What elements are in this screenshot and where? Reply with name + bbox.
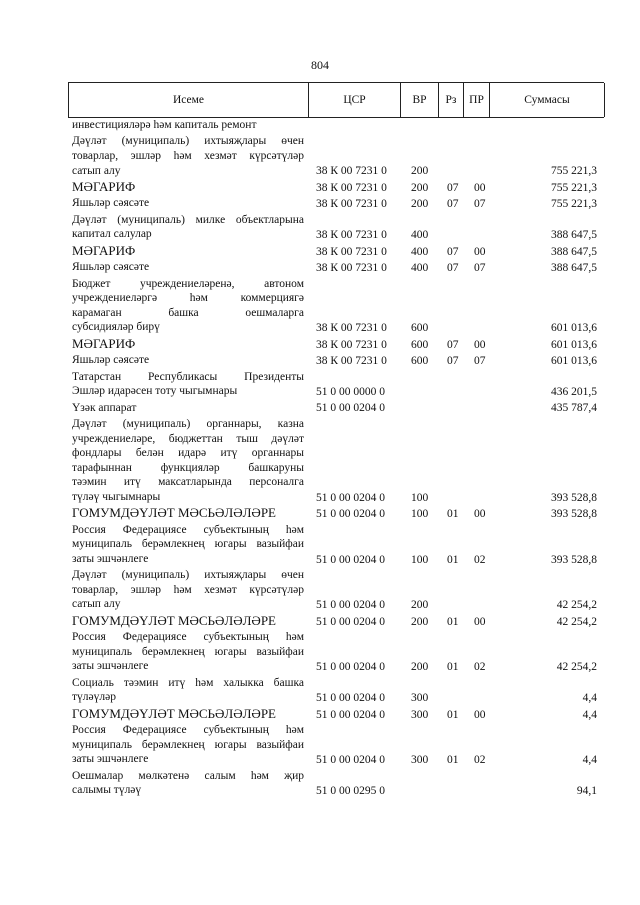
row-sum: 388 647,5 <box>551 245 597 258</box>
header-csr: ЦСР <box>309 83 401 117</box>
row-csr: 51 0 00 0204 0 <box>316 491 385 504</box>
table-row <box>0 370 640 401</box>
row-name-line: салымы түләү <box>72 784 142 797</box>
row-sum: 436 201,5 <box>551 385 597 398</box>
row-pr: 00 <box>474 245 486 258</box>
row-name <box>72 723 304 767</box>
row-csr: 51 0 00 0204 0 <box>316 692 385 705</box>
row-vr: 300 <box>411 708 429 721</box>
row-csr: 51 0 00 0204 0 <box>316 599 385 612</box>
table-row <box>0 723 640 769</box>
row-name <box>72 180 304 195</box>
row-pr: 00 <box>474 508 486 521</box>
table-row <box>0 277 640 337</box>
row-name-line: түләүләр <box>72 691 116 704</box>
row-sum: 388 647,5 <box>551 261 597 274</box>
row-vr: 100 <box>411 553 429 566</box>
row-name-line: МӘГАРИФ <box>72 336 136 351</box>
row-rz: 07 <box>447 181 459 194</box>
row-csr: 51 0 00 0204 0 <box>316 615 385 628</box>
row-name-line: тарафыннан функцияләр башкаруны <box>72 461 304 474</box>
table-row <box>0 353 640 369</box>
row-sum: 42 254,2 <box>556 599 597 612</box>
row-rz: 01 <box>447 508 459 521</box>
row-rz: 07 <box>447 198 459 211</box>
row-name <box>72 134 304 178</box>
row-name <box>72 370 304 399</box>
row-name <box>72 769 304 798</box>
row-name-line: Эшләр идарәсен тоту чыгымнары <box>72 385 238 398</box>
table-row <box>0 118 640 134</box>
row-name <box>72 244 304 259</box>
row-name-line: учреждениеләргә һәм коммерциягә <box>72 292 304 305</box>
table-row <box>0 244 640 260</box>
row-csr: 38 К 00 7231 0 <box>316 261 387 274</box>
row-name-line: Оешмалар мөлкәтенә салым һәм җир <box>72 769 304 782</box>
row-vr: 100 <box>411 491 429 504</box>
row-name-line: МӘГАРИФ <box>72 179 136 194</box>
row-vr: 400 <box>411 229 429 242</box>
row-sum: 755 221,3 <box>551 165 597 178</box>
row-name <box>72 401 304 416</box>
row-name-line: ГОМУМДӘҮЛӘТ МӘСЬӘЛӘЛӘРЕ <box>72 706 276 721</box>
row-rz: 01 <box>447 754 459 767</box>
row-name-line: түләү чыгымнары <box>72 490 161 503</box>
row-rz: 07 <box>447 261 459 274</box>
row-csr: 38 К 00 7231 0 <box>316 354 387 367</box>
table-row <box>0 506 640 522</box>
row-rz: 01 <box>447 553 459 566</box>
table-row <box>0 614 640 630</box>
row-vr: 300 <box>411 754 429 767</box>
row-name <box>72 213 304 242</box>
row-rz: 01 <box>447 708 459 721</box>
row-name <box>72 353 304 368</box>
header-pr: ПР <box>464 83 490 117</box>
row-name <box>72 506 304 521</box>
row-sum: 393 528,8 <box>551 508 597 521</box>
row-vr: 300 <box>411 692 429 705</box>
page-number: 804 <box>311 58 329 72</box>
row-name-line: Яшьләр сәясәте <box>72 197 150 210</box>
row-name-line: муниципаль берәмлекнең югары вазыйфаи <box>72 538 304 551</box>
row-sum: 601 013,6 <box>551 338 597 351</box>
row-name-line: учреждениеләре, бюджеттан тыш дәүләт <box>72 432 304 445</box>
row-name-line: ГОМУМДӘҮЛӘТ МӘСЬӘЛӘЛӘРЕ <box>72 506 276 521</box>
row-csr: 38 К 00 7231 0 <box>316 245 387 258</box>
header-vr: ВР <box>401 83 439 117</box>
row-rz: 07 <box>447 354 459 367</box>
row-name-line: ГОМУМДӘҮЛӘТ МӘСЬӘЛӘЛӘРЕ <box>72 613 276 628</box>
row-name <box>72 614 304 629</box>
row-vr: 600 <box>411 338 429 351</box>
row-vr: 600 <box>411 354 429 367</box>
row-sum: 755 221,3 <box>551 198 597 211</box>
row-vr: 400 <box>411 261 429 274</box>
row-name-line: МӘГАРИФ <box>72 243 136 258</box>
row-name <box>72 118 304 133</box>
row-name <box>72 337 304 352</box>
row-name-line: Үзәк аппарат <box>72 401 137 414</box>
row-name-line: карамаган башка оешмаларга <box>72 306 304 319</box>
row-sum: 388 647,5 <box>551 229 597 242</box>
row-name <box>72 676 304 705</box>
table-row <box>0 260 640 276</box>
row-vr: 200 <box>411 181 429 194</box>
row-name-line: Социаль тәэмин итү һәм халыкка башка <box>72 676 304 689</box>
row-vr: 200 <box>411 165 429 178</box>
row-name <box>72 707 304 722</box>
table-row <box>0 401 640 417</box>
row-csr: 51 0 00 0204 0 <box>316 754 385 767</box>
row-name-line: Россия Федерациясе субъектының һәм <box>72 631 304 644</box>
row-sum: 435 787,4 <box>551 402 597 415</box>
row-pr: 07 <box>474 354 486 367</box>
row-name-line: муниципаль берәмлекнең югары вазыйфаи <box>72 645 304 658</box>
row-pr: 02 <box>474 553 486 566</box>
row-name-line: тәэмин итү максатларында персоналга <box>72 476 304 489</box>
row-name-line: инвестицияләрә һәм капиталь ремонт <box>72 119 257 131</box>
table-row <box>0 676 640 707</box>
row-name <box>72 277 304 335</box>
row-name-line: сатып алу <box>72 164 121 177</box>
row-name-line: Россия Федерациясе субъектының һәм <box>72 523 304 536</box>
row-pr: 00 <box>474 181 486 194</box>
table-row <box>0 337 640 353</box>
row-name <box>72 523 304 567</box>
row-name-line: товарлар, эшләр һәм хезмәт күрсәтүләр <box>72 583 304 596</box>
row-name <box>72 196 304 211</box>
row-pr: 00 <box>474 708 486 721</box>
row-name-line: заты эшчәнлеге <box>72 552 149 565</box>
row-pr: 07 <box>474 198 486 211</box>
row-rz: 01 <box>447 661 459 674</box>
header-name: Исеме <box>69 83 309 117</box>
row-csr: 51 0 00 0000 0 <box>316 385 385 398</box>
table-row <box>0 769 640 800</box>
row-pr: 02 <box>474 754 486 767</box>
row-name-line: муниципаль берәмлекнең югары вазыйфаи <box>72 738 304 751</box>
row-pr: 00 <box>474 615 486 628</box>
header-rz: Рз <box>439 83 464 117</box>
row-sum: 42 254,2 <box>556 615 597 628</box>
row-name-line: Татарстан Республикасы Президенты <box>72 370 304 383</box>
row-sum: 393 528,8 <box>551 553 597 566</box>
table-row <box>0 134 640 180</box>
row-csr: 51 0 00 0204 0 <box>316 708 385 721</box>
table-row <box>0 630 640 676</box>
row-name-line: Бюджет учреждениеләренә, автоном <box>72 277 304 290</box>
row-csr: 51 0 00 0295 0 <box>316 785 385 798</box>
row-sum: 755 221,3 <box>551 181 597 194</box>
row-csr: 51 0 00 0204 0 <box>316 508 385 521</box>
row-sum: 42 254,2 <box>556 661 597 674</box>
row-csr: 38 К 00 7231 0 <box>316 322 387 335</box>
row-name-line: Дәүләт (муниципаль) ихтыяҗлары өчен <box>72 135 304 148</box>
row-name-line: Яшьләр сәясәте <box>72 261 150 274</box>
row-vr: 200 <box>411 198 429 211</box>
row-name-line: Россия Федерациясе субъектының һәм <box>72 724 304 737</box>
row-sum: 393 528,8 <box>551 491 597 504</box>
row-sum: 4,4 <box>582 692 597 705</box>
row-rz: 07 <box>447 245 459 258</box>
row-name <box>72 630 304 674</box>
row-name-line: заты эшчәнлеге <box>72 753 149 766</box>
row-sum: 601 013,6 <box>551 354 597 367</box>
row-name-line: субсидияләр бирү <box>72 321 160 334</box>
row-name-line: заты эшчәнлеге <box>72 660 149 673</box>
row-name-line: Яшьләр сәясәте <box>72 354 150 367</box>
row-csr: 38 К 00 7231 0 <box>316 198 387 211</box>
table-row <box>0 213 640 244</box>
row-csr: 51 0 00 0204 0 <box>316 553 385 566</box>
row-csr: 38 К 00 7231 0 <box>316 229 387 242</box>
row-sum: 601 013,6 <box>551 322 597 335</box>
row-csr: 51 0 00 0204 0 <box>316 402 385 415</box>
row-pr: 02 <box>474 661 486 674</box>
row-name <box>72 568 304 612</box>
row-vr: 200 <box>411 599 429 612</box>
table-row <box>0 417 640 506</box>
table-row <box>0 523 640 569</box>
row-rz: 01 <box>447 615 459 628</box>
row-sum: 94,1 <box>576 785 597 798</box>
table-row <box>0 707 640 723</box>
row-vr: 100 <box>411 508 429 521</box>
row-sum: 4,4 <box>582 708 597 721</box>
table-header <box>68 82 604 118</box>
table-row <box>0 196 640 212</box>
row-csr: 38 К 00 7231 0 <box>316 165 387 178</box>
header-sum: Суммасы <box>490 83 605 117</box>
row-name-line: капитал салулар <box>72 228 152 241</box>
row-name-line: Дәүләт (муниципаль) органнары, казна <box>72 417 304 430</box>
row-csr: 51 0 00 0204 0 <box>316 661 385 674</box>
row-pr: 07 <box>474 261 486 274</box>
table-row <box>0 568 640 614</box>
row-name-line: сатып алу <box>72 598 121 611</box>
table-row <box>0 180 640 196</box>
row-vr: 600 <box>411 322 429 335</box>
row-pr: 00 <box>474 338 486 351</box>
row-vr: 200 <box>411 661 429 674</box>
row-rz: 07 <box>447 338 459 351</box>
row-csr: 38 К 00 7231 0 <box>316 338 387 351</box>
row-name-line: фондлары белән идарә итү органнары <box>72 447 304 460</box>
row-name-line: Дәүләт (муниципаль) милке объектларына <box>72 213 304 226</box>
row-vr: 200 <box>411 615 429 628</box>
row-csr: 38 К 00 7231 0 <box>316 181 387 194</box>
row-name-line: товарлар, эшләр һәм хезмәт күрсәтүләр <box>72 149 304 162</box>
row-name <box>72 260 304 275</box>
row-name-line: Дәүләт (муниципаль) ихтыяҗлары өчен <box>72 569 304 582</box>
row-vr: 400 <box>411 245 429 258</box>
table-body <box>0 118 640 800</box>
row-name <box>72 417 304 505</box>
row-sum: 4,4 <box>582 754 597 767</box>
